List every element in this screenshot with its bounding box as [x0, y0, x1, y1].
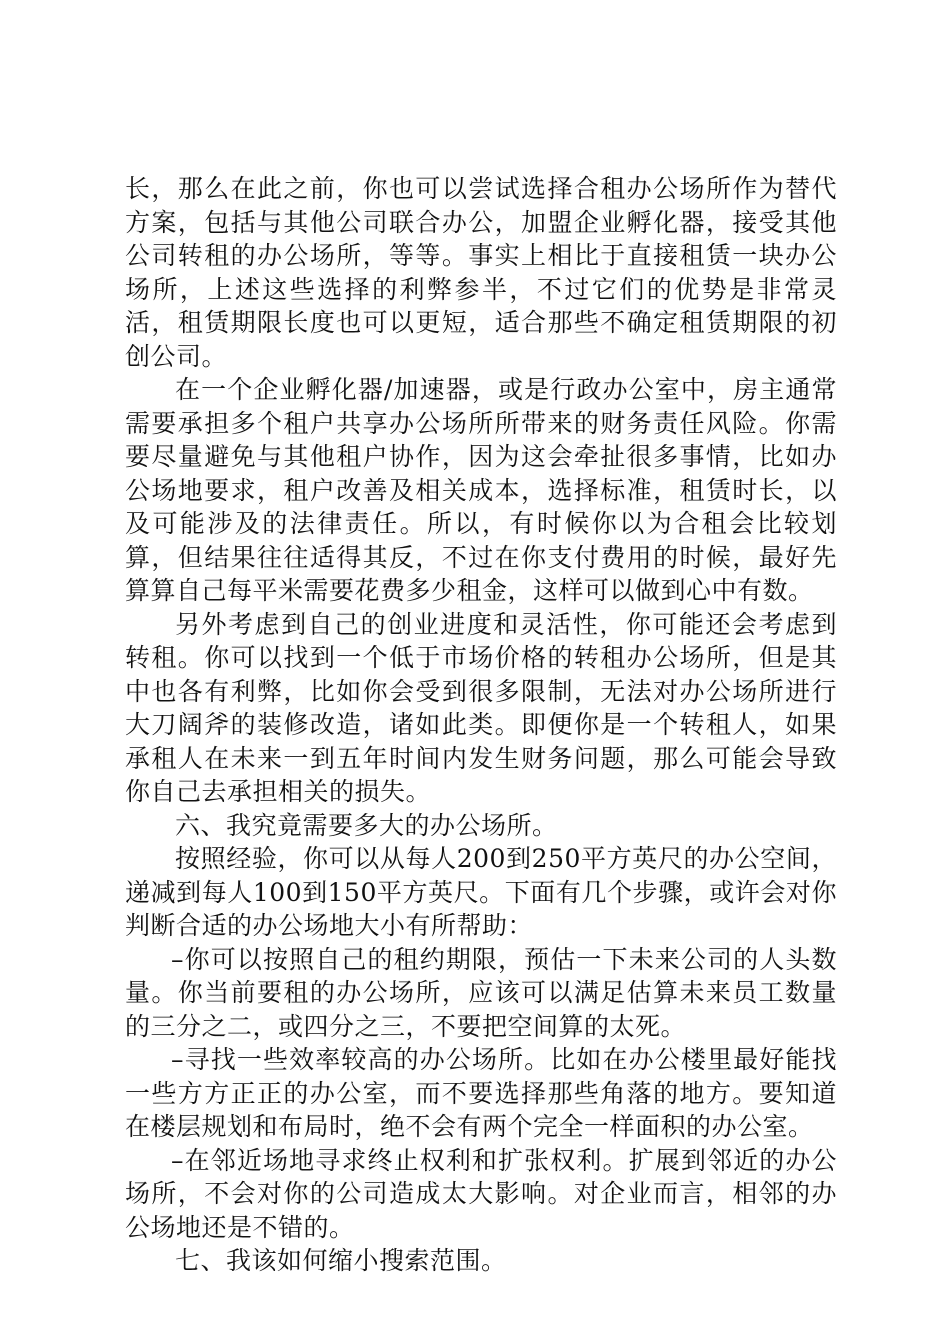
- section-heading-7: 七、我该如何缩小搜索范围。: [175, 1246, 507, 1275]
- section-heading-6: 六、我究竟需要多大的办公场所。: [175, 810, 558, 840]
- list-item-headcount: –你可以按照自己的租约期限，预估一下未来公司的人头数量。你当前要租的办公场所，应该可以满足估算未来员工数量的三分之二，或四分之三，不要把空间算的太死。: [125, 944, 837, 1041]
- document-body: [125, 172, 837, 1278]
- list-item-efficiency: –寻找一些效率较高的办公场所。比如在办公楼里最好能找一些方方正正的办公室，而不要选择那些角落的地方。要知道在楼层规划和布局时，绝不会有两个完全一样面积的办公室。: [125, 1045, 837, 1141]
- paragraph-continuation: 长，那么在此之前，你也可以尝试选择合租办公场所作为替代方案，包括与其他公司联合办公，加盟企业孵化器，接受其他公司转租的办公场所，等等。事实上相比于直接租赁一块办公场所，上述这些选择的利弊参半，不过它们的优势是非常灵活，租赁期限长度也可以更短，适合那些不确定租赁期限的初创公司。: [125, 174, 837, 371]
- paragraph-incubator: 在一个企业孵化器/加速器，或是行政办公室中，房主通常需要承担多个租户共享办公场所所带来的财务责任风险。你需要尽量避免与其他租户协作，因为这会牵扯很多事情，比如办公场地要求，租户改善及相关成本，选择标准，租赁时长，以及可能涉及的法律责任。所以，有时候你以为合租会比较划算，但结果往往适得其反，不过在你支付费用的时候，最好先算算自己每平米需要花费多少租金，这样可以做到心中有数。: [125, 375, 837, 605]
- paragraph-space-estimate: 按照经验，你可以从每人200到250平方英尺的办公空间，递减到每人100到150平方英尺。下面有几个步骤，或许会对你判断合适的办公场地大小有所帮助：: [125, 844, 837, 940]
- list-item-expansion: –在邻近场地寻求终止权利和扩张权利。扩展到邻近的办公场所，不会对你的公司造成太大影响。对企业而言，相邻的办公场地还是不错的。: [125, 1145, 837, 1242]
- paragraph-sublease: 另外考虑到自己的创业进度和灵活性，你可能还会考虑到转租。你可以找到一个低于市场价格的转租办公场所，但是其中也各有利弊，比如你会受到很多限制，无法对办公场所进行大刀阔斧的装修改造，诸如此类。即便你是一个转租人，如果承租人在未来一到五年时间内发生财务问题，那么可能会导致你自己去承担相关的损失。: [125, 609, 837, 806]
